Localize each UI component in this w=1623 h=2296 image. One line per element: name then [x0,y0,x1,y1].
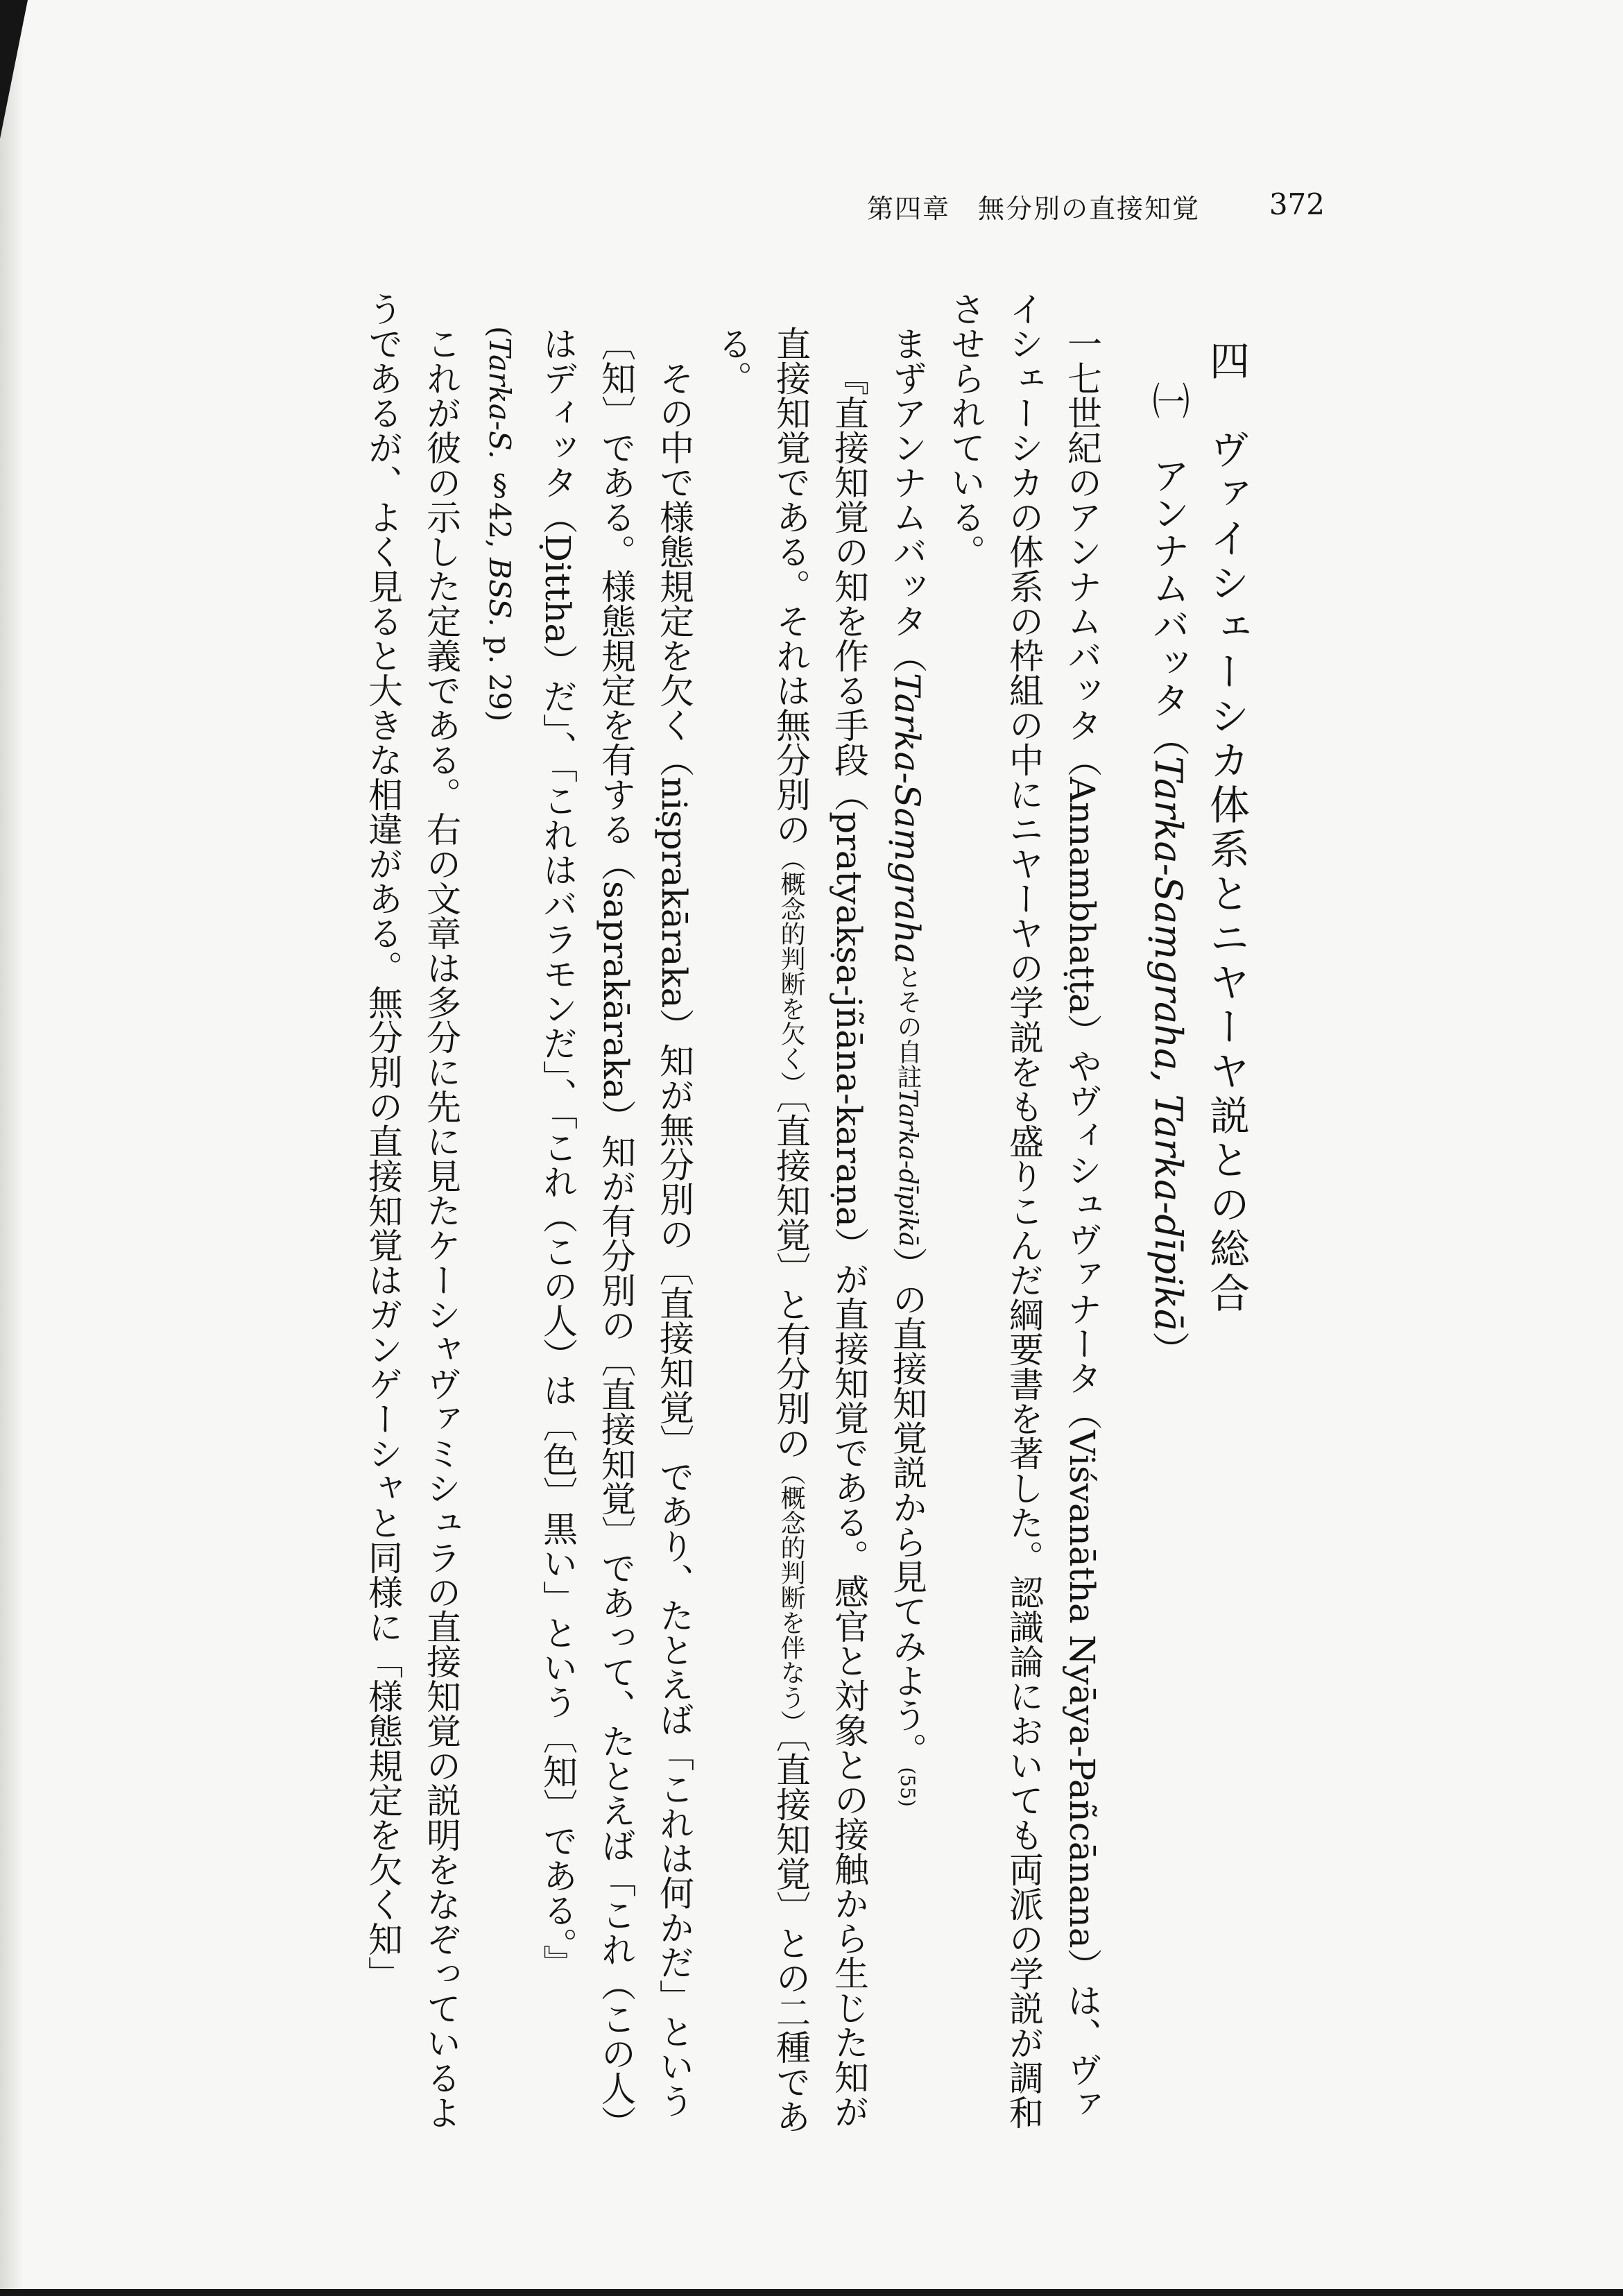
citation-page: p. 29) [483,626,517,722]
p2-text-b: とその自註 [893,963,922,1089]
p2-text-c: ）の直接知覚説から見てみよう。 [887,1246,927,1767]
p2-text-a: まずアンナムバッタ（ [887,326,927,673]
quote-gloss-2: （概念的判断を伴なう） [777,1460,805,1735]
block-quote-2: その中で様態規定を欠く（niṣprakāraka）知が無分別の〔直接知覚〕であり、たとえば「これは何かだ」という〔知〕である。様態規定を有する（saprakāraka）知が有分別の〔直接知覚〕であって、たとえば「これ（この人）はディッタ（Ḍittha）だ」、「これはバラモンだ」、「これ（この人）は〔色〕黒い」という〔知〕である。』 [538,326,694,2141]
scan-shadow-left [0,0,24,2296]
footnote-ref-55: (55) [896,1767,919,1807]
quote-gloss-1: （概念的判断を欠く） [777,846,805,1096]
scan-edge-bottom [0,2289,1623,2296]
paragraph-1: 一七世紀のアンナムバッタ（Annambhaṭṭa）やヴィシュヴァナータ（Viśvanātha Nyāya-Pañcānana）は、ヴァイシェーシカの体系の枠組の中にニヤーヤの学説をも盛りこんだ綱要書を著した。認識論においても両派の学説が調和させられている。 [945,291,1102,2130]
subsection-heading [1139,291,1197,2150]
p2-work-tarka-samgraha: Tarka-Saṃgraha [887,673,927,964]
subsection-marker: ㈠ [1147,382,1190,419]
running-header [867,187,1325,225]
scan-corner-mark [0,0,28,139]
page-body [361,291,1623,2150]
citation [470,291,529,2150]
citation-section: §42, [483,459,517,558]
chapter-title: 第四章 無分別の直接知覚 [867,194,1201,224]
paragraph-2 [878,291,936,2150]
p2-work-tarka-dipika: Tarka-dīpikā [893,1088,922,1247]
block-quote [703,291,878,2150]
citation-open: ( [483,326,517,338]
page-number: 372 [1269,187,1325,221]
subsection-close: ） [1147,1331,1190,1369]
citation-series: BSS. [483,558,517,627]
quote-text-b: 〔直接知覚〕と有分別の [771,1096,811,1460]
subsection-title: アンナムバッタ（ [1147,456,1190,756]
citation-work: Tarka-S. [483,337,517,459]
paragraph-3: これが彼の示した定義である。右の文章は多分に先に見たケーシャヴァミシュラの直接知覚の説明をなぞっているようであるが、よく見ると大きな相違がある。無分別の直接知覚はガンゲーシャと同様に「様態規定を欠く知」 [363,291,461,2130]
quote-text-c: 〔直接知覚〕との二種である。 [712,326,811,2134]
quote-text-a: 『直接知覚の知を作る手段（pratyakṣa-jñāna-karaṇa）が直接知覚である。感官と対象との接触から生じた知が直接知覚である。それは無分別の [771,326,869,2129]
subsection-works: Tarka-Saṃgraha, Tarka-dīpikā [1147,756,1190,1332]
section-heading: 四 ヴァイシェーシカ体系とニヤーヤ説との総合 [1203,340,1250,1317]
